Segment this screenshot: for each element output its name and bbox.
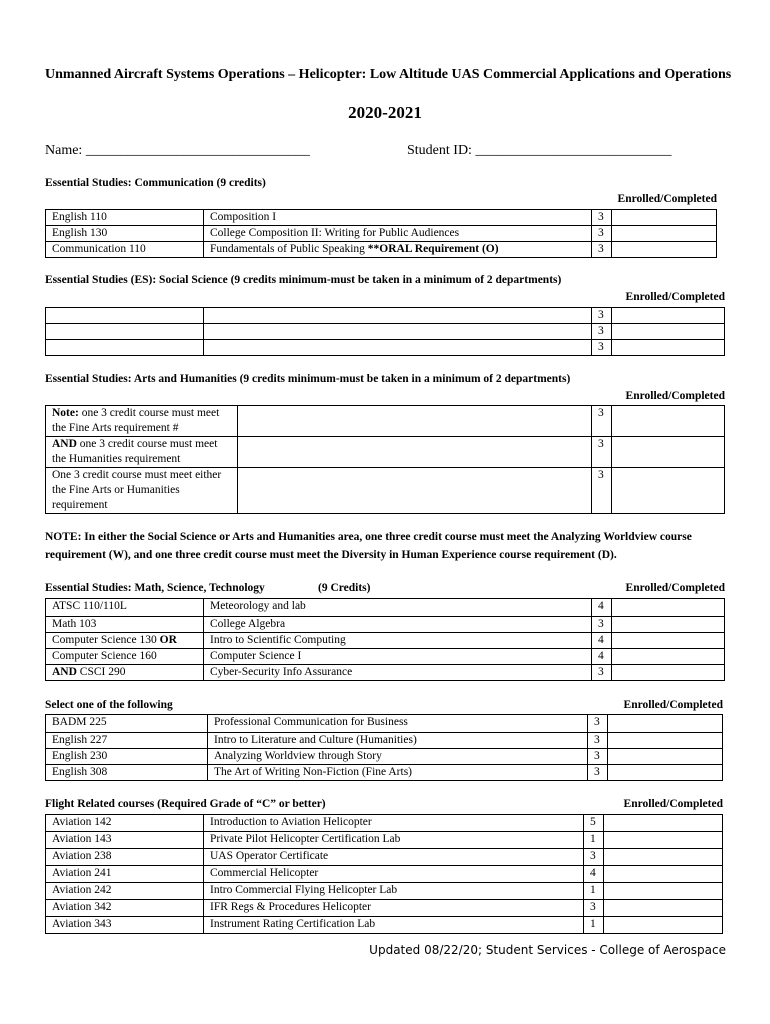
- social-science-table: [45, 307, 725, 356]
- enrolled-label: Enrolled/Completed: [623, 798, 723, 810]
- enrolled-cell[interactable]: [612, 617, 725, 633]
- table-row: [46, 883, 723, 900]
- table-row: [46, 308, 725, 324]
- course-credits: 3: [592, 665, 612, 681]
- table-row: [46, 733, 723, 749]
- course-title: [204, 242, 592, 258]
- course-code: Aviation 238: [46, 849, 204, 866]
- enrolled-cell[interactable]: [604, 866, 723, 883]
- course-code: Aviation 143: [46, 832, 204, 849]
- enrolled-label: Enrolled/Completed: [625, 582, 725, 594]
- course-code: Aviation 242: [46, 883, 204, 900]
- footer-updated: Updated 08/22/20; Student Services - College of Aerospace: [369, 943, 726, 957]
- table-row: [46, 633, 725, 649]
- course-credits: 3: [592, 226, 612, 242]
- course-code: English 308: [46, 765, 208, 781]
- flight-heading: Flight Related courses (Required Grade of “C” or better): [45, 798, 326, 810]
- course-credits: 3: [592, 324, 612, 340]
- course-credits: 4: [592, 649, 612, 665]
- table-row: [46, 715, 723, 733]
- table-row: [46, 437, 725, 468]
- course-code-text: CSCI 290: [76, 666, 126, 678]
- course-credits: 3: [592, 617, 612, 633]
- course-credits: 3: [588, 749, 608, 765]
- arts-note-cell: [46, 406, 238, 437]
- course-title: College Composition II: Writing for Public Audiences: [204, 226, 592, 242]
- course-credits: 3: [592, 406, 612, 437]
- course-title: Analyzing Worldview through Story: [208, 749, 588, 765]
- course-title: Intro to Literature and Culture (Humanities): [208, 733, 588, 749]
- course-title: Private Pilot Helicopter Certification Lab: [204, 832, 584, 849]
- course-code: English 227: [46, 733, 208, 749]
- and-label: AND: [52, 666, 77, 678]
- course-code: Math 103: [46, 617, 204, 633]
- enrolled-cell[interactable]: [612, 226, 717, 242]
- course-code: Aviation 342: [46, 900, 204, 917]
- course-title: Instrument Rating Certification Lab: [204, 917, 584, 934]
- course-code-blank[interactable]: [46, 340, 204, 356]
- enrolled-cell[interactable]: [612, 324, 725, 340]
- enrolled-cell[interactable]: [612, 308, 725, 324]
- course-credits: 3: [592, 468, 612, 514]
- course-credits: 4: [584, 866, 604, 883]
- course-credits: 3: [588, 733, 608, 749]
- table-row: [46, 242, 717, 258]
- course-title-blank[interactable]: [238, 437, 592, 468]
- enrolled-cell[interactable]: [604, 815, 723, 832]
- course-title: Commercial Helicopter: [204, 866, 584, 883]
- table-row: [46, 324, 725, 340]
- flight-table: [45, 814, 723, 934]
- course-credits: 3: [592, 437, 612, 468]
- select-one-heading: Select one of the following: [45, 699, 173, 711]
- enrolled-cell[interactable]: [604, 900, 723, 917]
- course-code-blank[interactable]: [46, 324, 204, 340]
- table-row: [46, 210, 717, 226]
- course-credits: 1: [584, 832, 604, 849]
- enrolled-cell[interactable]: [612, 210, 717, 226]
- enrolled-cell[interactable]: [612, 242, 717, 258]
- table-row: [46, 649, 725, 665]
- course-code: Aviation 343: [46, 917, 204, 934]
- enrolled-cell[interactable]: [612, 665, 725, 681]
- enrolled-cell[interactable]: [604, 849, 723, 866]
- course-title-text: Fundamentals of Public Speaking: [210, 243, 368, 255]
- course-credits: 3: [588, 715, 608, 733]
- table-row: [46, 599, 725, 617]
- course-title-blank[interactable]: [238, 468, 592, 514]
- table-row: [46, 832, 723, 849]
- table-row: [46, 866, 723, 883]
- course-credits: 1: [584, 917, 604, 934]
- course-code-blank[interactable]: [46, 308, 204, 324]
- course-code: BADM 225: [46, 715, 208, 733]
- course-code: Communication 110: [46, 242, 204, 258]
- course-title: Introduction to Aviation Helicopter: [204, 815, 584, 832]
- table-row: [46, 406, 725, 437]
- course-code: [46, 633, 204, 649]
- course-credits: 3: [592, 210, 612, 226]
- course-credits: 4: [592, 599, 612, 617]
- oral-requirement: **ORAL Requirement (O): [367, 243, 499, 255]
- course-credits: 3: [584, 849, 604, 866]
- enrolled-label: Enrolled/Completed: [623, 699, 723, 711]
- course-code: ATSC 110/110L: [46, 599, 204, 617]
- note-text: one 3 credit course must meet the Fine Arts requirement #: [52, 407, 220, 434]
- enrolled-cell[interactable]: [608, 749, 723, 765]
- enrolled-cell[interactable]: [604, 832, 723, 849]
- course-credits: 3: [592, 308, 612, 324]
- table-row: [46, 849, 723, 866]
- course-title-blank[interactable]: [204, 324, 592, 340]
- arts-table: [45, 405, 725, 514]
- enrolled-cell[interactable]: [612, 340, 725, 356]
- enrolled-cell[interactable]: [612, 649, 725, 665]
- table-row: [46, 815, 723, 832]
- course-code: Aviation 241: [46, 866, 204, 883]
- table-row: [46, 900, 723, 917]
- arts-note-cell: [46, 468, 238, 514]
- course-title: Intro Commercial Flying Helicopter Lab: [204, 883, 584, 900]
- enrolled-cell[interactable]: [612, 633, 725, 649]
- table-row: [46, 468, 725, 514]
- course-code: Computer Science 160: [46, 649, 204, 665]
- course-code-text: Computer Science 130: [52, 634, 160, 646]
- course-credits: 5: [584, 815, 604, 832]
- course-code: [46, 665, 204, 681]
- table-row: [46, 226, 717, 242]
- arts-heading: Essential Studies: Arts and Humanities (9 credits minimum-must be taken in a minimum of 2 departments): [45, 373, 571, 385]
- course-credits: 3: [584, 900, 604, 917]
- course-title: Cyber-Security Info Assurance: [204, 665, 592, 681]
- student-id-field[interactable]: Student ID: ____________________________: [407, 143, 672, 158]
- table-row: [46, 765, 723, 781]
- and-label: AND: [52, 438, 77, 450]
- course-title: Professional Communication for Business: [208, 715, 588, 733]
- arts-note-cell: [46, 437, 238, 468]
- enrolled-cell[interactable]: [612, 406, 725, 437]
- course-credits: 3: [592, 242, 612, 258]
- course-title: College Algebra: [204, 617, 592, 633]
- enrolled-cell[interactable]: [604, 883, 723, 900]
- note-text: one 3 credit course must meet the Humanities requirement: [52, 438, 218, 465]
- table-row: [46, 617, 725, 633]
- enrolled-cell[interactable]: [608, 715, 723, 733]
- course-title-blank[interactable]: [204, 308, 592, 324]
- or-label: OR: [159, 634, 177, 646]
- enrolled-cell[interactable]: [612, 599, 725, 617]
- social-science-heading: Essential Studies (ES): Social Science (9 credits minimum-must be taken in a minimum of 2 departments): [45, 274, 562, 286]
- course-code: English 230: [46, 749, 208, 765]
- note-text: One 3 credit course must meet either the Fine Arts or Humanities requirement: [52, 469, 222, 511]
- math-credits-label: (9 Credits): [318, 582, 371, 594]
- course-title: IFR Regs & Procedures Helicopter: [204, 900, 584, 917]
- course-title: Composition I: [204, 210, 592, 226]
- worldview-diversity-note: NOTE: In either the Social Science or Arts and Humanities area, one three credit course must meet the Analyzing Worldview course requirement (W), and one three credit course must meet the Diversity in Human Experience course requirement (D).: [45, 531, 692, 561]
- table-row: [46, 340, 725, 356]
- enrolled-label: Enrolled/Completed: [625, 390, 725, 402]
- enrolled-cell[interactable]: [608, 733, 723, 749]
- course-title: Computer Science I: [204, 649, 592, 665]
- course-credits: 3: [588, 765, 608, 781]
- course-title: The Art of Writing Non-Fiction (Fine Arts): [208, 765, 588, 781]
- table-row: [46, 917, 723, 934]
- enrolled-cell[interactable]: [604, 917, 723, 934]
- course-credits: 3: [592, 340, 612, 356]
- table-row: [46, 749, 723, 765]
- course-title: Intro to Scientific Computing: [204, 633, 592, 649]
- course-credits: 4: [592, 633, 612, 649]
- enrolled-label: Enrolled/Completed: [625, 291, 725, 303]
- course-code: English 130: [46, 226, 204, 242]
- academic-year: 2020-2021: [348, 103, 422, 122]
- course-title: Meteorology and lab: [204, 599, 592, 617]
- enrolled-cell[interactable]: [612, 437, 725, 468]
- name-field[interactable]: Name: ________________________________: [45, 143, 310, 158]
- course-code: Aviation 142: [46, 815, 204, 832]
- document-title: Unmanned Aircraft Systems Operations – Helicopter: Low Altitude UAS Commercial Applications and Operations: [45, 67, 732, 82]
- enrolled-cell[interactable]: [608, 765, 723, 781]
- course-title-blank[interactable]: [204, 340, 592, 356]
- enrolled-label: Enrolled/Completed: [617, 193, 717, 205]
- table-row: [46, 665, 725, 681]
- course-code: English 110: [46, 210, 204, 226]
- enrolled-cell[interactable]: [612, 468, 725, 514]
- math-heading: Essential Studies: Math, Science, Technology: [45, 582, 265, 594]
- course-title: UAS Operator Certificate: [204, 849, 584, 866]
- math-table: [45, 598, 725, 681]
- course-credits: 1: [584, 883, 604, 900]
- course-title-blank[interactable]: [238, 406, 592, 437]
- communication-heading: Essential Studies: Communication (9 credits): [45, 177, 266, 189]
- select-one-table: [45, 714, 723, 781]
- note-label: Note:: [52, 407, 79, 419]
- communication-table: [45, 209, 717, 258]
